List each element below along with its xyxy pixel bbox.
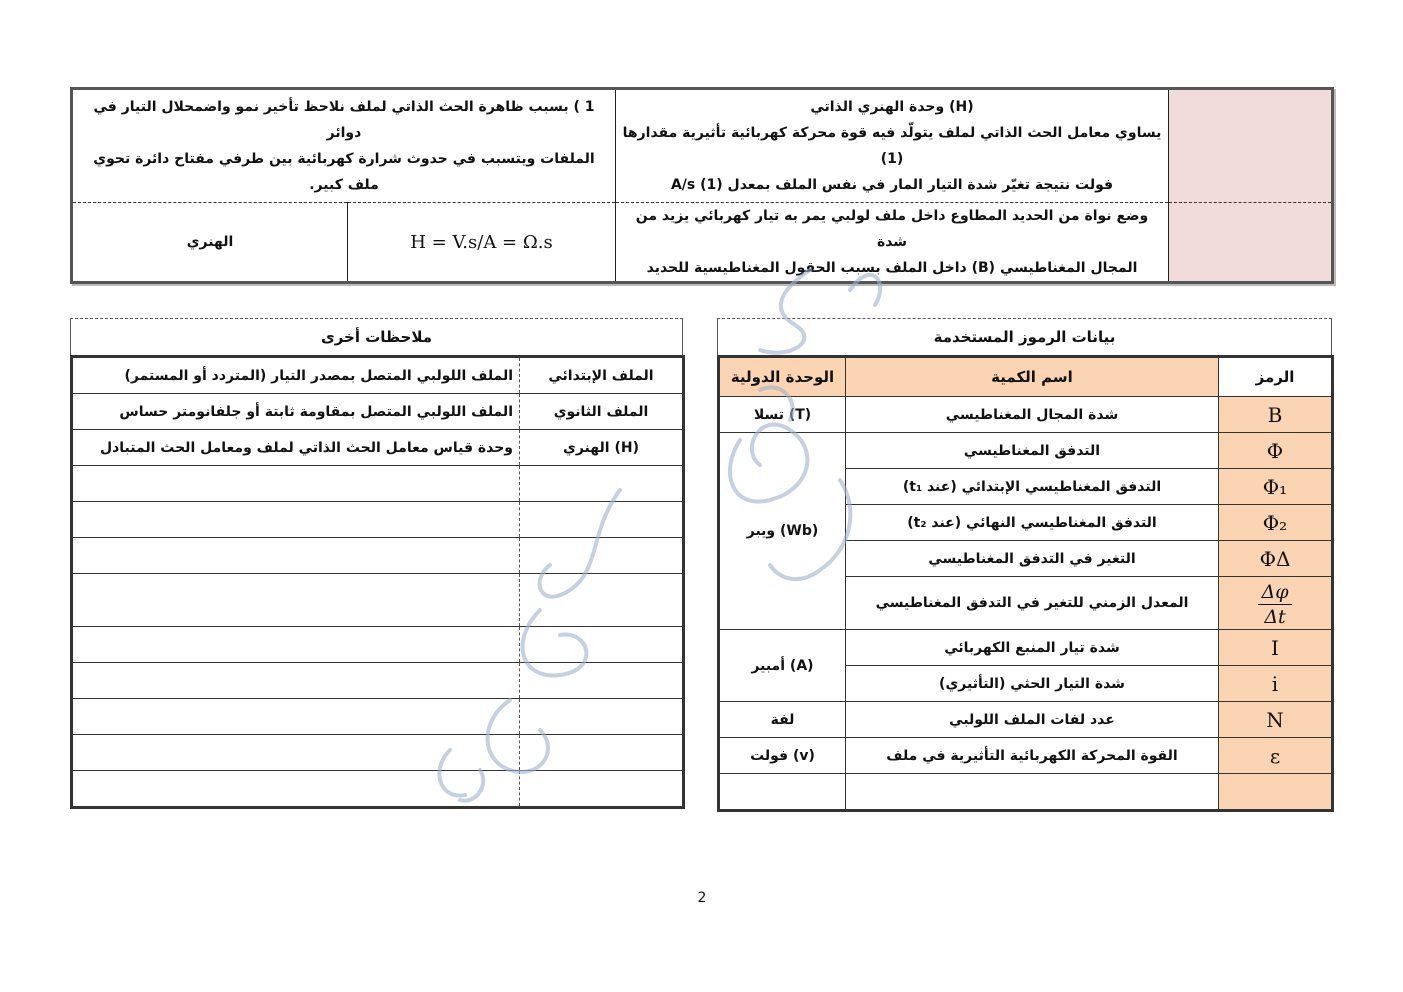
column-header-symbol: الرمز	[1219, 357, 1333, 397]
unit-cell: (v) فولت	[719, 738, 846, 774]
table-row	[72, 357, 684, 394]
henry-definition-line: يساوي معامل الحث الذاتي لملف يتولّد فيه قوة محركة كهربائية تأثيرية مقدارها (1)	[622, 125, 1162, 167]
fraction-bar	[1258, 604, 1292, 605]
pink-cell	[1169, 89, 1333, 203]
symbols-section-header: بيانات الرموز المستخدمة	[717, 318, 1332, 355]
reason-line: 1 ) بسبب ظاهرة الحث الذاتي لملف نلاحظ تأخير نمو واضمحلال التيار في دوائر	[93, 99, 595, 141]
quantity-cell: شدة التيار الحثي (التأثيري)	[846, 666, 1219, 702]
note-description: الملف اللولبي المتصل بمقاومة ثابتة أو جلفانومتر حساس	[72, 394, 520, 430]
quantity-cell: شدة تيار المنبع الكهربائي	[846, 630, 1219, 666]
quantity-cell: التدفق المغناطيسي النهائي (عند t₂)	[846, 505, 1219, 541]
symbol-cell	[1219, 774, 1333, 811]
rate-fraction	[1258, 582, 1292, 627]
notes-section-header: ملاحظات أخرى	[70, 318, 683, 355]
henry-formula: H = V.s/A = Ω.s	[348, 203, 616, 283]
quantity-cell	[846, 774, 1219, 811]
symbol-cell: N	[1219, 702, 1333, 738]
fraction-denominator: Δt	[1264, 606, 1286, 628]
symbol-cell: B	[1219, 397, 1333, 433]
symbol-cell	[1219, 577, 1333, 630]
self-induction-reason-cell	[72, 89, 616, 203]
note-term: الملف الإبتدائي	[520, 357, 684, 394]
quantity-cell: التدفق المغناطيسي الإبتدائي (عند t₁)	[846, 469, 1219, 505]
watermark-icon	[700, 250, 900, 630]
table-row	[719, 774, 1333, 811]
symbol-cell: I	[1219, 630, 1333, 666]
note-term: (H) الهنري	[520, 430, 684, 466]
unit-cell: (A) أمبير	[719, 630, 846, 702]
quantity-cell: شدة المجال المغناطيسي	[846, 397, 1219, 433]
iron-core-line: وضع نواة من الحديد المطاوع داخل ملف لولبي يمر به تيار كهربائي يزيد من شدة	[635, 208, 1149, 250]
table-row	[72, 394, 684, 430]
note-description: وحدة قياس معامل الحث الذاتي لملف ومعامل الحث المتبادل	[72, 430, 520, 466]
quantity-cell: التغير في التدفق المغناطيسي	[846, 541, 1219, 577]
unit-cell: (Wb) ويبر	[719, 433, 846, 630]
quantity-cell: المعدل الزمني للتغير في التدفق المغناطيسي	[846, 577, 1219, 630]
symbol-cell: ΦΔ	[1219, 541, 1333, 577]
table-row	[719, 738, 1333, 774]
note-description: الملف اللولبي المتصل بمصدر التيار (المتردد أو المستمر)	[72, 357, 520, 394]
pink-cell	[1169, 203, 1333, 283]
symbol-cell: ε	[1219, 738, 1333, 774]
symbol-cell: Φ₁	[1219, 469, 1333, 505]
unit-cell: (T) تسلا	[719, 397, 846, 433]
symbol-cell: i	[1219, 666, 1333, 702]
note-term: الملف الثانوي	[520, 394, 684, 430]
reason-line: الملفات ويتسبب في حدوث شرارة كهربائية بين طرفي مفتاح دائرة تحوي ملف كبير.	[93, 151, 595, 193]
quantity-cell: القوة المحركة الكهربائية التأثيرية في ملف	[846, 738, 1219, 774]
iron-core-line: المجال المغناطيسي (B) داخل الملف بسبب الحقول المغناطيسية للحديد	[646, 260, 1138, 276]
quantity-cell: التدفق المغناطيسي	[846, 433, 1219, 469]
table-row	[72, 430, 684, 466]
unit-cell	[719, 774, 846, 811]
column-header-unit: الوحدة الدولية	[719, 357, 846, 397]
symbol-cell: Φ	[1219, 433, 1333, 469]
quantity-cell: عدد لفات الملف اللولبي	[846, 702, 1219, 738]
henry-definition-cell	[616, 89, 1169, 203]
page-number: 2	[697, 890, 707, 906]
table-row	[719, 630, 1333, 666]
henry-definition-title: (H) وحدة الهنري الذاتي	[810, 99, 974, 115]
henry-definition-line: فولت نتيجة تغيّر شدة التيار المار في نفس الملف بمعدل A/s (1)	[670, 177, 1114, 193]
symbol-cell: Φ₂	[1219, 505, 1333, 541]
fraction-numerator: Δφ	[1261, 581, 1289, 603]
unit-cell: لفة	[719, 702, 846, 738]
henry-unit-name: الهنري	[72, 203, 348, 283]
column-header-quantity: اسم الكمية	[846, 357, 1219, 397]
watermark-icon	[420, 470, 650, 810]
table-row	[719, 702, 1333, 738]
